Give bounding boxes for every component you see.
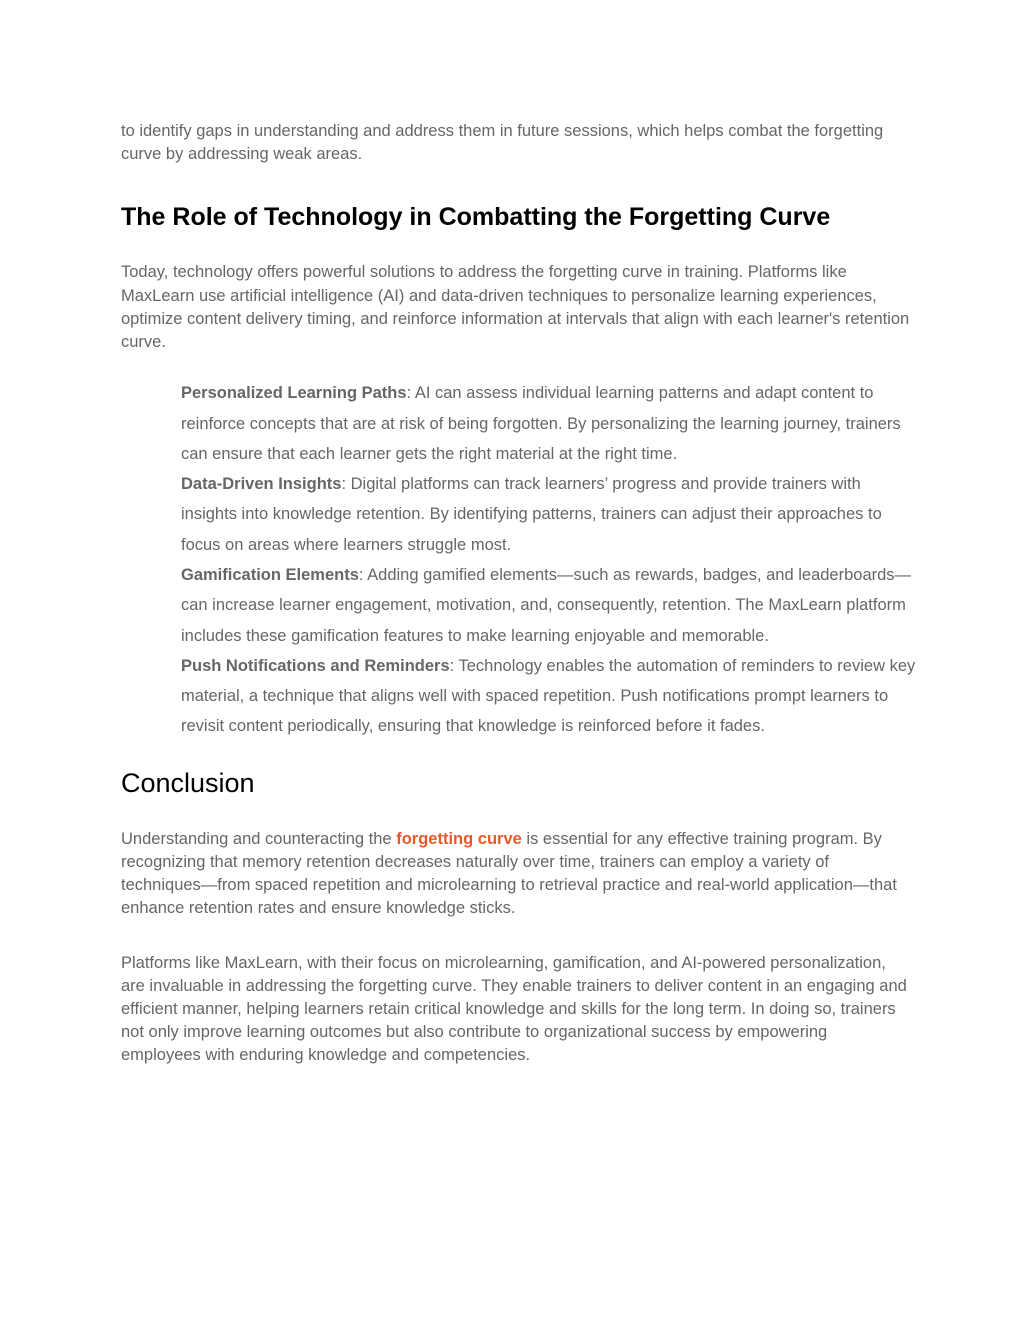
conclusion-text-before-link: Understanding and counteracting the: [121, 829, 397, 848]
list-item-data-driven: [181, 469, 916, 560]
section-heading-conclusion: Conclusion: [121, 767, 255, 798]
list-item-personalized-learning: [181, 378, 916, 469]
list-item-text: : Adding gamified elements—such as rewards, badges, and leaderboards—can increase learner engagement, motivation, and, consequently, retention. The MaxLearn platform includes these gamification features to make learning enjoyable and memorable.: [181, 566, 912, 645]
conclusion-paragraph-2: Platforms like MaxLearn, with their focus on microlearning, gamification, and AI-powered personalization, are invaluable in addressing the forgetting curve. They enable trainers to deliver content in an engaging and efficient manner, helping learners retain critical knowledge and skills for the long term. In doing so, trainers not only improve learning outcomes but also contribute to organizational success by empowering employees with enduring knowledge and competencies.: [121, 953, 907, 1065]
forgetting-curve-link[interactable]: forgetting curve: [396, 829, 522, 848]
list-item-term: Data-Driven Insights: [181, 475, 342, 494]
technology-paragraph: Today, technology offers powerful solutions to address the forgetting curve in training. Platforms like MaxLearn use artificial intelligence (AI) and data-driven techniques to personalize learning experiences, optimize content delivery timing, and reinforce information at intervals that align with each learner's retention curve.: [121, 263, 910, 352]
technology-list: [121, 378, 916, 742]
conclusion-text-after-link: is essential for any effective training program. By recognizing that memory retention decreases naturally over time, trainers can employ a variety of techniques—from spaced repetition and microlearning to retrieval practice and real-world application—that enhance retention rates and ensure knowledge sticks.: [121, 829, 897, 918]
list-item-text: : AI can assess individual learning patterns and adapt content to reinforce concepts that are at risk of being forgotten. By personalizing the learning journey, trainers can ensure that each learner gets the right material at the right time.: [181, 384, 901, 463]
intro-continuation: to identify gaps in understanding and address them in future sessions, which helps combat the forgetting curve by addressing weak areas.: [121, 122, 884, 164]
section-heading-technology: The Role of Technology in Combatting the Forgetting Curve: [121, 203, 831, 232]
list-item-term: Push Notifications and Reminders: [181, 656, 450, 675]
document-page: [121, 120, 916, 1068]
list-item-gamification: [181, 560, 916, 651]
conclusion-paragraph-1: [121, 828, 911, 921]
list-item-text: : Digital platforms can track learners’ progress and provide trainers with insights into knowledge retention. By identifying patterns, trainers can adjust their approaches to focus on areas where learners struggle most.: [181, 475, 882, 554]
list-item-term: Personalized Learning Paths: [181, 384, 407, 403]
list-item-push-notifications: [181, 651, 916, 742]
list-item-text: : Technology enables the automation of reminders to review key material, a technique that aligns well with spaced repetition. Push notifications prompt learners to revisit content periodically, ensuring that knowledge is reinforced before it fades.: [181, 656, 916, 736]
list-item-term: Gamification Elements: [181, 566, 359, 584]
